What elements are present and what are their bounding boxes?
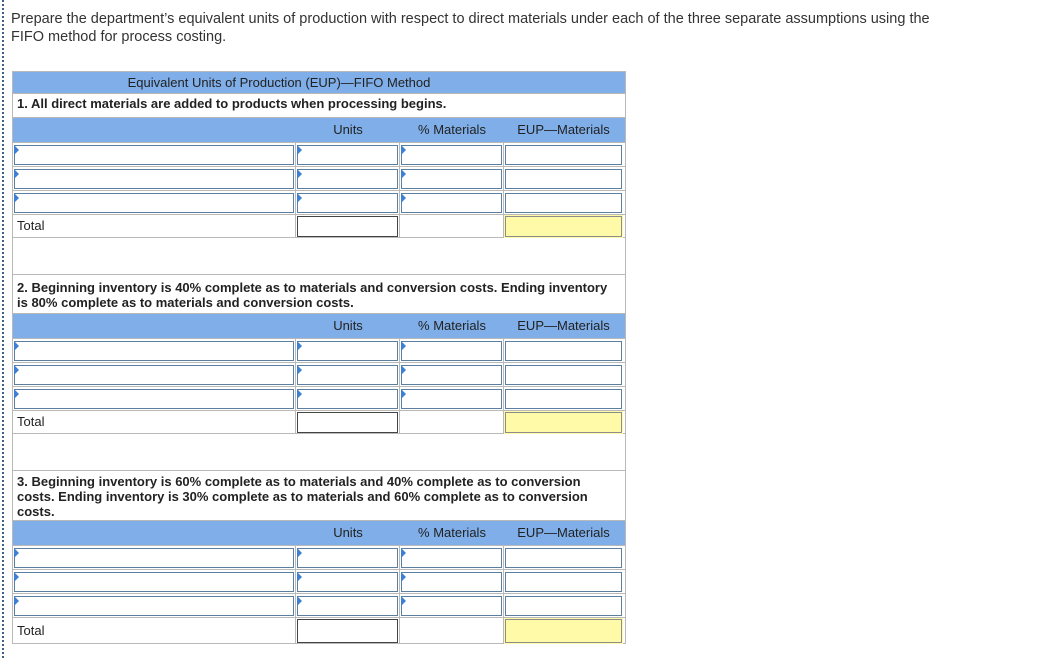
units-input[interactable] [297,365,398,385]
eup-input[interactable] [505,572,622,592]
dropdown-marker-icon [297,572,302,582]
header-pct-materials: % Materials [418,318,486,333]
eup-input[interactable] [505,341,622,361]
total-units-input[interactable] [297,412,398,433]
units-input[interactable] [297,548,398,568]
units-input[interactable] [297,193,398,213]
table-row [13,594,625,618]
dropdown-marker-icon [297,169,302,179]
section-spacer [13,238,625,275]
column-header-row-2 [13,314,625,339]
header-eup-materials: EUP—Materials [517,318,610,333]
total-label: Total [13,411,296,434]
pct-materials-input[interactable] [401,389,502,409]
table-row [13,387,625,411]
dropdown-marker-icon [297,365,302,375]
header-eup-materials: EUP—Materials [517,122,610,137]
total-pct-blank [400,618,504,644]
header-blank [13,118,296,142]
dropdown-marker-icon [401,548,406,558]
description-input[interactable] [14,548,294,568]
pct-materials-input[interactable] [401,365,502,385]
dropdown-marker-icon [14,145,19,155]
requirement-2: 2. Beginning inventory is 40% complete as to materials and conversion costs. Ending inventory is 80% complete as to materials and conversion costs. [13,275,625,314]
description-input[interactable] [14,193,294,213]
eup-input[interactable] [505,169,622,189]
question-prompt: Prepare the department’s equivalent units of production with respect to direct materials under each of the three separate assumptions using the FIFO method for process costing. [11,11,930,45]
table-row [13,339,625,363]
dropdown-marker-icon [297,596,302,606]
pct-materials-input[interactable] [401,193,502,213]
total-row [13,618,625,644]
dropdown-marker-icon [14,548,19,558]
pct-materials-input[interactable] [401,596,502,616]
table-title: Equivalent Units of Production (EUP)—FIFO Method [13,72,625,94]
total-eup-input[interactable] [505,619,622,643]
total-label: Total [13,618,296,644]
description-input[interactable] [14,572,294,592]
pct-materials-input[interactable] [401,145,502,165]
dropdown-marker-icon [297,548,302,558]
eup-input[interactable] [505,365,622,385]
total-eup-input[interactable] [505,216,622,237]
header-units: Units [333,318,363,333]
dropdown-marker-icon [401,169,406,179]
dropdown-marker-icon [14,596,19,606]
eup-input[interactable] [505,145,622,165]
eup-input[interactable] [505,193,622,213]
table-row [13,363,625,387]
units-input[interactable] [297,341,398,361]
table-row [13,546,625,570]
dropdown-marker-icon [401,193,406,203]
table-row [13,570,625,594]
units-input[interactable] [297,145,398,165]
dropdown-marker-icon [14,341,19,351]
units-input[interactable] [297,596,398,616]
dropdown-marker-icon [401,365,406,375]
table-row [13,143,625,167]
eup-worksheet [12,71,626,644]
header-pct-materials: % Materials [418,122,486,137]
total-eup-input[interactable] [505,412,622,433]
pct-materials-input[interactable] [401,548,502,568]
total-row [13,215,625,238]
header-blank [13,314,296,338]
total-units-input[interactable] [297,216,398,237]
section-spacer [13,434,625,471]
dropdown-marker-icon [401,145,406,155]
dropdown-marker-icon [297,193,302,203]
total-units-input[interactable] [297,619,398,643]
description-input[interactable] [14,169,294,189]
units-input[interactable] [297,572,398,592]
description-input[interactable] [14,389,294,409]
total-pct-blank [400,215,504,238]
description-input[interactable] [14,341,294,361]
dropdown-marker-icon [401,596,406,606]
units-input[interactable] [297,169,398,189]
dropdown-marker-icon [297,389,302,399]
dropdown-marker-icon [297,145,302,155]
header-pct-materials: % Materials [418,525,486,540]
description-input[interactable] [14,145,294,165]
dropdown-marker-icon [297,341,302,351]
pct-materials-input[interactable] [401,572,502,592]
total-row [13,411,625,434]
eup-input[interactable] [505,596,622,616]
header-units: Units [333,525,363,540]
table-row [13,167,625,191]
table-row [13,191,625,215]
units-input[interactable] [297,389,398,409]
total-label: Total [13,215,296,238]
requirement-3: 3. Beginning inventory is 60% complete as to materials and 40% complete as to conversion costs. Ending inventory is 30% complete as to materials and 60% complete as to conversion costs. [13,471,625,521]
description-input[interactable] [14,365,294,385]
pct-materials-input[interactable] [401,169,502,189]
left-border-decoration [2,0,4,658]
dropdown-marker-icon [14,169,19,179]
total-pct-blank [400,411,504,434]
header-units: Units [333,122,363,137]
description-input[interactable] [14,596,294,616]
requirement-1: 1. All direct materials are added to products when processing begins. [13,94,625,118]
dropdown-marker-icon [401,572,406,582]
dropdown-marker-icon [14,365,19,375]
dropdown-marker-icon [401,389,406,399]
dropdown-marker-icon [401,341,406,351]
dropdown-marker-icon [14,389,19,399]
pct-materials-input[interactable] [401,341,502,361]
eup-input[interactable] [505,389,622,409]
eup-input[interactable] [505,548,622,568]
column-header-row-3 [13,521,625,546]
header-blank [13,521,296,545]
header-eup-materials: EUP—Materials [517,525,610,540]
column-header-row-1 [13,118,625,143]
dropdown-marker-icon [14,193,19,203]
dropdown-marker-icon [14,572,19,582]
